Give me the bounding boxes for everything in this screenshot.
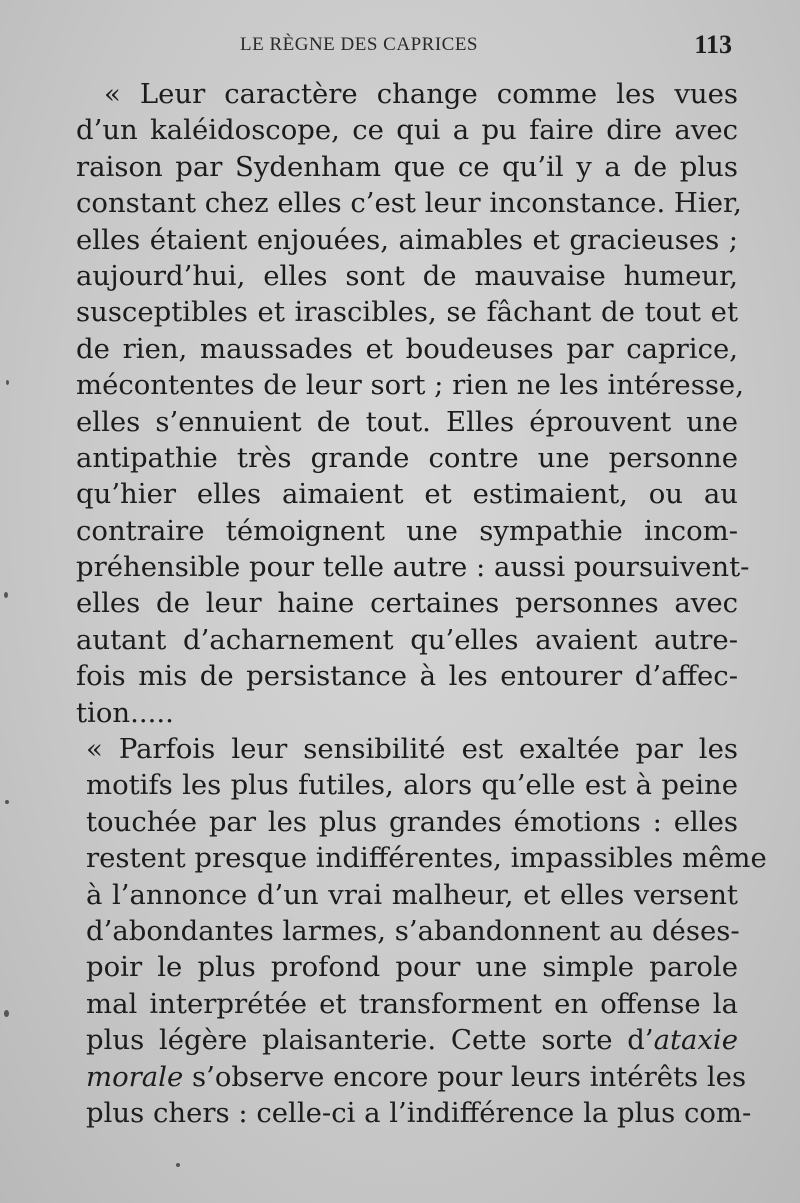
text-line: restent presque indifférentes, impassibles même [86, 842, 767, 875]
text-line: antipathie très grande contre une personne [76, 441, 738, 474]
text-line: aujourd’hui, elles sont de mauvaise humeur, [76, 259, 738, 292]
text-line: de rien, maussades et boudeuses par caprice, [76, 332, 738, 365]
text-line [76, 1059, 747, 1095]
text-line: d’un kaléidoscope, ce qui a pu faire dire avec [76, 114, 738, 147]
text-line [76, 1022, 738, 1058]
text-line: mal interprétée et transforment en offense la [86, 987, 738, 1020]
paper-speck [4, 592, 8, 598]
text-line: à l’annonce d’un vrai malheur, et elles versent [86, 878, 738, 911]
page-number: 113 [694, 30, 732, 59]
text-line: motifs les plus futiles, alors qu’elle est à peine [86, 769, 738, 802]
paper-speck [4, 1010, 9, 1017]
text-segment: plus légère plaisanterie. Cette sorte d’ [86, 1024, 654, 1057]
text-line: préhensible pour telle autre : aussi poursuivent- [76, 551, 750, 584]
text-line: fois mis de persistance à les entourer d’affec- [76, 660, 738, 693]
text-line: autant d’acharnement qu’elles avaient autre- [76, 623, 738, 656]
text-line: plus chers : celle-ci a l’indifférence la plus com- [86, 1096, 752, 1129]
text-line: qu’hier elles aimaient et estimaient, ou au [76, 478, 738, 511]
text-line: tion..... [76, 696, 174, 729]
text-line: contraire témoignent une sympathie incom- [76, 514, 738, 547]
text-line: constant chez elles c’est leur inconstance. Hier, [76, 187, 742, 220]
text-line: raison par Sydenham que ce qu’il y a de plus [76, 150, 738, 183]
body-text [76, 76, 767, 1131]
text-line: mécontentes de leur sort ; rien ne les intéresse, [76, 369, 744, 402]
text-line: touchée par les plus grandes émotions : elles [86, 805, 738, 838]
text-line: poir le plus profond pour une simple parole [86, 951, 738, 984]
paper-speck [6, 380, 9, 385]
paper-speck [176, 1163, 180, 1167]
text-line: susceptibles et irascibles, se fâchant de tout et [76, 296, 738, 329]
text-line: elles s’ennuient de tout. Elles éprouvent une [76, 405, 738, 438]
page-header [0, 30, 800, 64]
text-line: « Leur caractère change comme les vues [104, 78, 738, 110]
text-segment: s’observe encore pour leurs intérêts les [183, 1060, 747, 1093]
running-title: LE RÈGNE DES CAPRICES [240, 34, 478, 55]
italic-term: morale [86, 1060, 184, 1093]
text-line: « Parfois leur sensibilité est exaltée par les [86, 733, 738, 766]
text-line: elles de leur haine certaines personnes avec [76, 587, 738, 620]
paper-speck [5, 800, 9, 804]
text-line: d’abondantes larmes, s’abandonnent au déses- [86, 914, 740, 947]
italic-term: ataxie [653, 1024, 738, 1057]
text-line: elles étaient enjouées, aimables et gracieuses ; [76, 223, 738, 256]
